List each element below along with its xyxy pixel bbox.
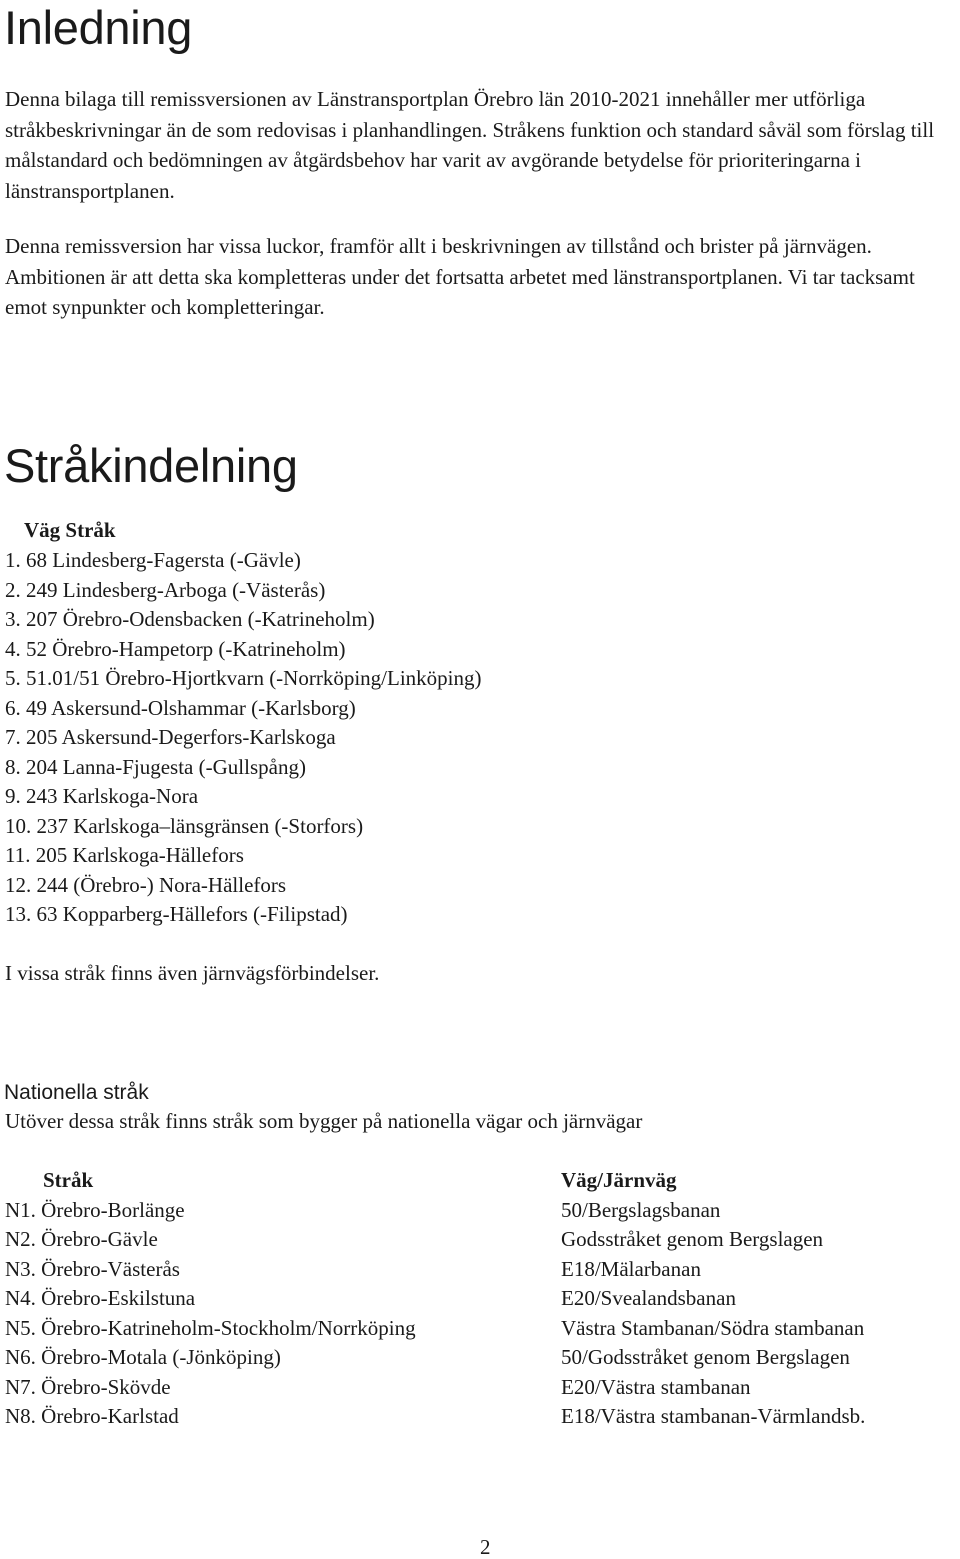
list-item: 6. 49 Askersund-Olshammar (-Karlsborg) — [5, 696, 356, 720]
table-cell-strak: N5. Örebro-Katrineholm-Stockholm/Norrköping — [5, 1316, 416, 1340]
table-cell-vag: E20/Västra stambanan — [561, 1375, 751, 1399]
table-cell-strak: N4. Örebro-Eskilstuna — [5, 1286, 196, 1310]
strak-list-header: Väg Stråk — [24, 518, 116, 542]
page-number: 2 — [480, 1535, 491, 1559]
table-cell-vag: 50/Godsstråket genom Bergslagen — [561, 1345, 850, 1369]
heading-nationella-strak: Nationella stråk — [4, 1081, 149, 1104]
table-cell-vag: Västra Stambanan/Södra stambanan — [561, 1316, 865, 1340]
list-item: 4. 52 Örebro-Hampetorp (-Katrineholm) — [5, 637, 346, 661]
intro-paragraph-2: Denna remissversion har vissa luckor, framför allt i beskrivningen av tillstånd och brister på järnvägen. Ambitionen är att detta ska kompletteras under det fortsatta arbetet med länstransportplanen. Vi tar tacksamt emot synpunkter och kompletteringar. — [5, 234, 915, 319]
table-cell-strak: N2. Örebro-Gävle — [5, 1227, 158, 1251]
table-cell-strak: N6. Örebro-Motala (-Jönköping) — [5, 1345, 281, 1369]
list-item: 11. 205 Karlskoga-Hällefors — [5, 843, 244, 867]
railway-note: I vissa stråk finns även järnvägsförbindelser. — [5, 961, 380, 985]
table-cell-vag: E18/Västra stambanan-Värmlandsb. — [561, 1404, 866, 1428]
table-cell-strak: N3. Örebro-Västerås — [5, 1257, 180, 1281]
table-cell-strak: N8. Örebro-Karlstad — [5, 1404, 179, 1428]
nationella-intro: Utöver dessa stråk finns stråk som bygger på nationella vägar och järnvägar — [5, 1109, 643, 1133]
table-cell-vag: E18/Mälarbanan — [561, 1257, 701, 1281]
list-item: 9. 243 Karlskoga-Nora — [5, 784, 199, 808]
table-cell-strak: N7. Örebro-Skövde — [5, 1375, 171, 1399]
list-item: 2. 249 Lindesberg-Arboga (-Västerås) — [5, 578, 326, 602]
intro-paragraph-1: Denna bilaga till remissversionen av Länstransportplan Örebro län 2010-2021 innehåller mer utförliga stråkbeskrivningar än de som redovisas i planhandlingen. Stråkens funktion och standard såväl som förslag till målstandard och bedömningen av åtgärdsbehov har varit av avgörande betydelse för prioriteringarna i länstransportplanen. — [5, 87, 935, 203]
list-item: 8. 204 Lanna-Fjugesta (-Gullspång) — [5, 755, 306, 779]
list-item: 5. 51.01/51 Örebro-Hjortkvarn (-Norrköping/Linköping) — [5, 666, 482, 690]
list-item: 12. 244 (Örebro-) Nora-Hällefors — [5, 873, 287, 897]
list-item: 7. 205 Askersund-Degerfors-Karlskoga — [5, 725, 336, 749]
heading-strakindelning: Stråkindelning — [4, 439, 298, 492]
list-item: 3. 207 Örebro-Odensbacken (-Katrineholm) — [5, 607, 375, 631]
table-cell-vag: 50/Bergslagsbanan — [561, 1198, 721, 1222]
list-item: 13. 63 Kopparberg-Hällefors (-Filipstad) — [5, 902, 348, 926]
heading-inledning: Inledning — [4, 1, 193, 54]
list-item: 10. 237 Karlskoga–länsgränsen (-Storfors) — [5, 814, 364, 838]
column-header-strak: Stråk — [43, 1168, 94, 1192]
table-cell-vag: E20/Svealandsbanan — [561, 1286, 736, 1310]
column-header-vag-jarnvag: Väg/Järnväg — [561, 1168, 677, 1192]
list-item: 1. 68 Lindesberg-Fagersta (-Gävle) — [5, 548, 301, 572]
table-cell-strak: N1. Örebro-Borlänge — [5, 1198, 185, 1222]
table-cell-vag: Godsstråket genom Bergslagen — [561, 1227, 824, 1251]
